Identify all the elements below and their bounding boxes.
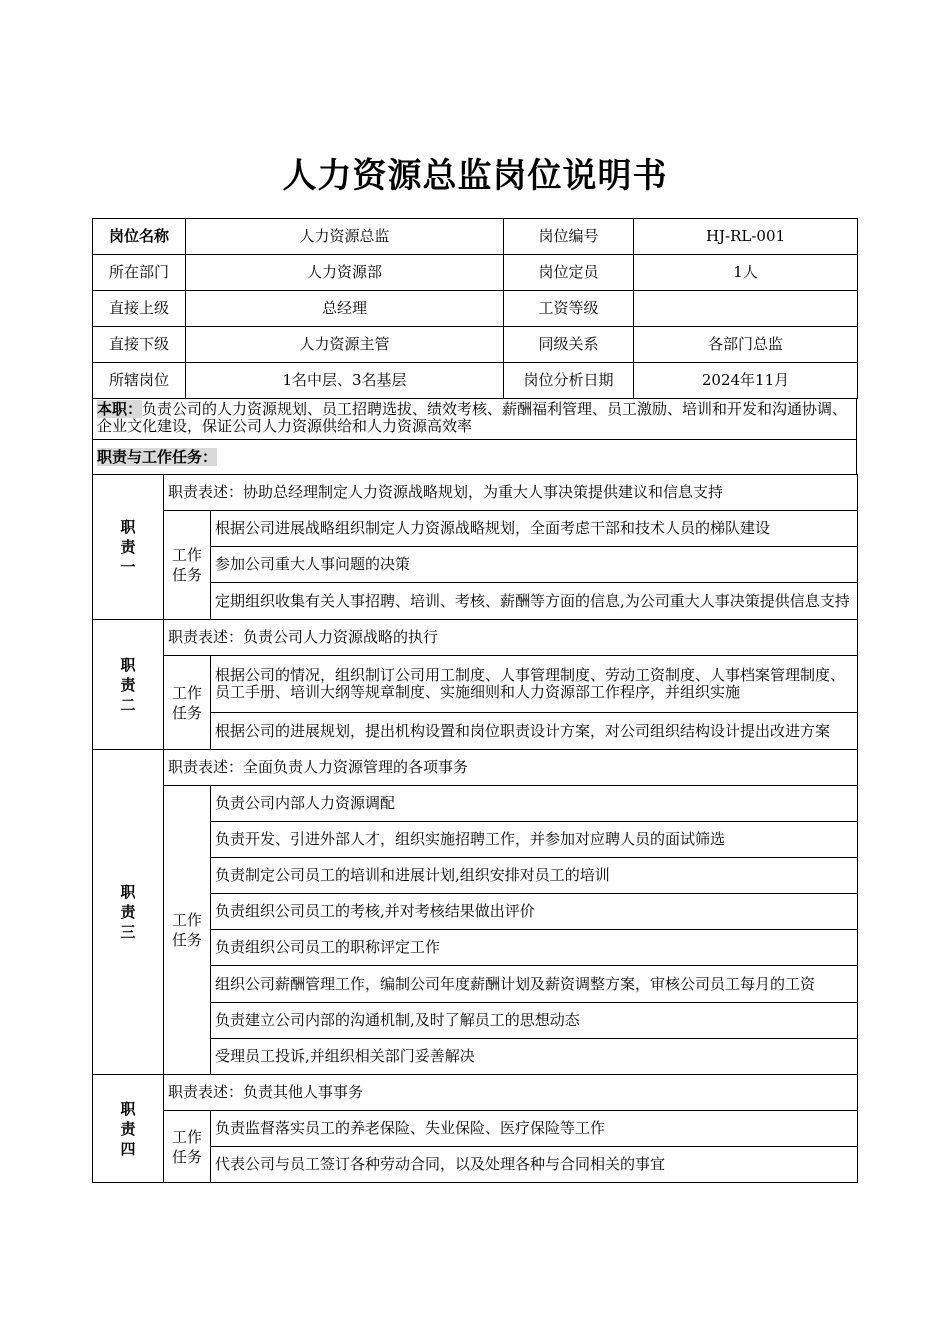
task-label [164,1111,211,1183]
info-label: 所辖岗位 [93,363,186,399]
task-item: 定期组织收集有关人事招聘、培训、考核、薪酬等方面的信息,为公司重大人事决策提供信息支持 [211,583,858,620]
info-row [93,219,858,255]
task-item: 负责组织公司员工的职称评定工作 [211,930,858,966]
duties-table [92,474,858,1183]
duty-label-char: 四 [120,1139,136,1158]
info-value: 1人 [634,255,858,291]
task-row [93,656,858,713]
job-description-sheet [92,218,857,1183]
task-label [164,656,211,750]
info-label: 岗位编号 [504,219,634,255]
task-label-line: 工作 [171,546,202,564]
duty-statement-row [93,620,858,656]
duty-label-char: 责 [120,675,136,694]
duty-statement-row [93,750,858,786]
duty-statement: 职责表述：负责公司人力资源战略的执行 [164,620,858,656]
duty-label-char: 三 [120,923,136,941]
info-label: 直接上级 [93,291,186,327]
task-item: 根据公司的情况，组织制订公司用工制度、人事管理制度、劳动工资制度、人事档案管理制度、员工手册、培训大纲等规章制度、实施细则和人力资源部工作程序，并组织实施 [211,656,858,713]
duty-label-char: 职 [120,518,136,536]
info-value: 2024年11月 [634,363,858,399]
task-item: 负责组织公司员工的考核,并对考核结果做出评价 [211,894,858,930]
info-label: 同级关系 [504,327,634,363]
task-item: 负责建立公司内部的沟通机制,及时了解员工的思想动态 [211,1003,858,1039]
basic-info-table [92,218,858,399]
summary-text: 负责公司的人力资源规划、员工招聘选拔、绩效考核、薪酬福利管理、员工激励、培训和开发和沟通协调、企业文化建设，保证公司人力资源供给和人力资源高效率 [97,400,848,435]
duty-label-char: 职 [120,655,136,674]
duty-label [93,1075,164,1183]
task-label-line: 任务 [171,703,202,722]
info-value: 人力资源主管 [186,327,504,363]
task-label-line: 任务 [171,1147,202,1166]
task-label [164,786,211,1075]
info-value [634,291,858,327]
task-item: 根据公司进展战略组织制定人力资源战略规划，全面考虑干部和技术人员的梯队建设 [211,511,858,547]
task-item: 负责制定公司员工的培训和进展计划,组织安排对员工的培训 [211,858,858,894]
info-row [93,327,858,363]
duty-label-char: 责 [120,538,136,556]
duty-label [93,620,164,750]
info-value: 总经理 [186,291,504,327]
duty-statement-row [93,475,858,511]
duty-label-char: 职 [120,883,136,901]
duty-label [93,475,164,620]
info-value: 1名中层、3名基层 [186,363,504,399]
duty-label-char: 责 [120,1119,136,1138]
info-label: 直接下级 [93,327,186,363]
task-label-line: 工作 [171,1127,202,1146]
task-label-line: 任务 [171,566,202,584]
task-label-line: 工作 [171,683,202,702]
duty-statement: 职责表述：负责其他人事事务 [164,1075,858,1111]
task-row [93,786,858,822]
task-label [164,511,211,620]
info-label: 岗位分析日期 [504,363,634,399]
duty-statement: 职责表述：协助总经理制定人力资源战略规划，为重大人事决策提供建议和信息支持 [164,475,858,511]
info-label: 工资等级 [504,291,634,327]
summary-table [92,398,857,440]
task-item: 负责开发、引进外部人才，组织实施招聘工作，并参加对应聘人员的面试筛选 [211,822,858,858]
duties-header: 职责与工作任务： [97,447,218,466]
duty-label [93,750,164,1075]
task-item: 参加公司重大人事问题的决策 [211,547,858,583]
task-row [93,1111,858,1147]
info-row [93,363,858,399]
page-title: 人力资源总监岗位说明书 [282,156,668,196]
duty-label-char: 职 [120,1099,136,1118]
info-value: 各部门总监 [634,327,858,363]
info-value: HJ-RL-001 [634,219,858,255]
task-item: 根据公司的进展规划，提出机构设置和岗位职责设计方案，对公司组织结构设计提出改进方案 [211,713,858,750]
summary-label: 本职： [97,400,143,418]
info-row [93,255,858,291]
duty-label-char: 责 [120,903,136,921]
duty-label-char: 二 [120,695,136,714]
task-label-line: 任务 [171,931,202,949]
duties-header-table [92,439,857,475]
task-label-line: 工作 [171,911,202,929]
info-value: 人力资源部 [186,255,504,291]
info-label: 岗位名称 [93,219,186,255]
task-item: 负责公司内部人力资源调配 [211,786,858,822]
info-value: 人力资源总监 [186,219,504,255]
info-row [93,291,858,327]
summary-cell [93,399,857,440]
info-label: 岗位定员 [504,255,634,291]
duties-header-cell [93,440,857,475]
duty-label-char: 一 [120,558,136,576]
task-item: 负责监督落实员工的养老保险、失业保险、医疗保险等工作 [211,1111,858,1147]
duty-statement: 职责表述：全面负责人力资源管理的各项事务 [164,750,858,786]
task-row [93,511,858,547]
task-item: 代表公司与员工签订各种劳动合同，以及处理各种与合同相关的事宜 [211,1147,858,1183]
info-label: 所在部门 [93,255,186,291]
task-item: 受理员工投诉,并组织相关部门妥善解决 [211,1039,858,1075]
task-item: 组织公司薪酬管理工作，编制公司年度薪酬计划及薪资调整方案，审核公司员工每月的工资 [211,966,858,1003]
duty-statement-row [93,1075,858,1111]
